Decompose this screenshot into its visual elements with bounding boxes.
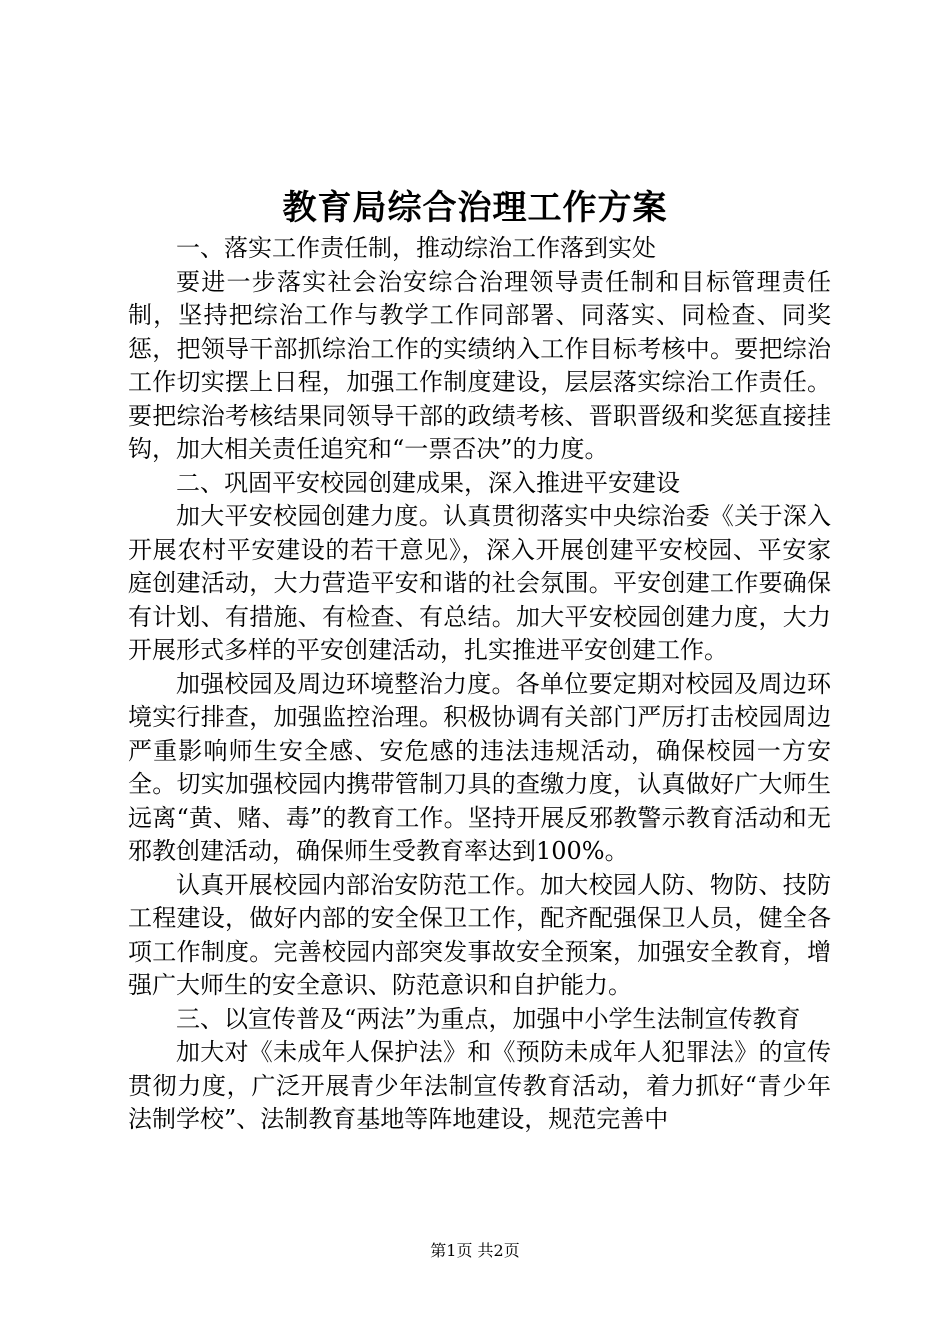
page-footer: 第1页 共2页: [430, 1241, 520, 1260]
section-heading-3: 三、以宣传普及“两法”为重点，加强中小学生法制宣传教育: [176, 1004, 801, 1033]
paragraph: 加大平安校园创建力度。认真贯彻落实中央综治委《关于深入开展农村平安建设的若干意见》，深入开展创建平安校园、平安家庭创建活动，大力营造平安和谐的社会氛围。平安创建工作要确保有计划、有措施、有检查、有总结。加大平安校园创建力度，大力开展形式多样的平安创建活动，扎实推进平安创建工作。: [128, 502, 831, 664]
section-heading-2: 二、巩固平安校园创建成果，深入推进平安建设: [176, 468, 680, 497]
document-body: [128, 232, 831, 1137]
paragraph: 认真开展校园内部治安防范工作。加大校园人防、物防、技防工程建设，做好内部的安全保卫工作，配齐配强保卫人员，健全各项工作制度。完善校园内部突发事故安全预案，加强安全教育，增强广大师生的安全意识、防范意识和自护能力。: [128, 870, 831, 999]
paragraph: 加强校园及周边环境整治力度。各单位要定期对校园及周边环境实行排查，加强监控治理。积极协调有关部门严厉打击校园周边严重影响师生安全感、安危感的违法违规活动，确保校园一方安全。切实加强校园内携带管制刀具的查缴力度，认真做好广大师生远离“黄、赌、毒”的教育工作。坚持开展反邪教警示教育活动和无邪教创建活动，确保师生受教育率达到100%。: [128, 669, 831, 865]
paragraph: 加大对《未成年人保护法》和《预防未成年人犯罪法》的宣传贯彻力度，广泛开展青少年法制宣传教育活动，着力抓好“青少年法制学校”、法制教育基地等阵地建设，规范完善中: [128, 1038, 831, 1133]
paragraph: 要进一步落实社会治安综合治理领导责任制和目标管理责任制，坚持把综治工作与教学工作同部署、同落实、同检查、同奖惩，把领导干部抓综治工作的实绩纳入工作目标考核中。要把综治工作切实摆上日程，加强工作制度建设，层层落实综治工作责任。要把综治考核结果同领导干部的政绩考核、晋职晋级和奖惩直接挂钩，加大相关责任追究和“一票否决”的力度。: [128, 267, 831, 463]
section-heading-1: 一、落实工作责任制，推动综治工作落到实处: [176, 234, 656, 262]
document-title: 教育局综合治理工作方案: [282, 188, 668, 228]
